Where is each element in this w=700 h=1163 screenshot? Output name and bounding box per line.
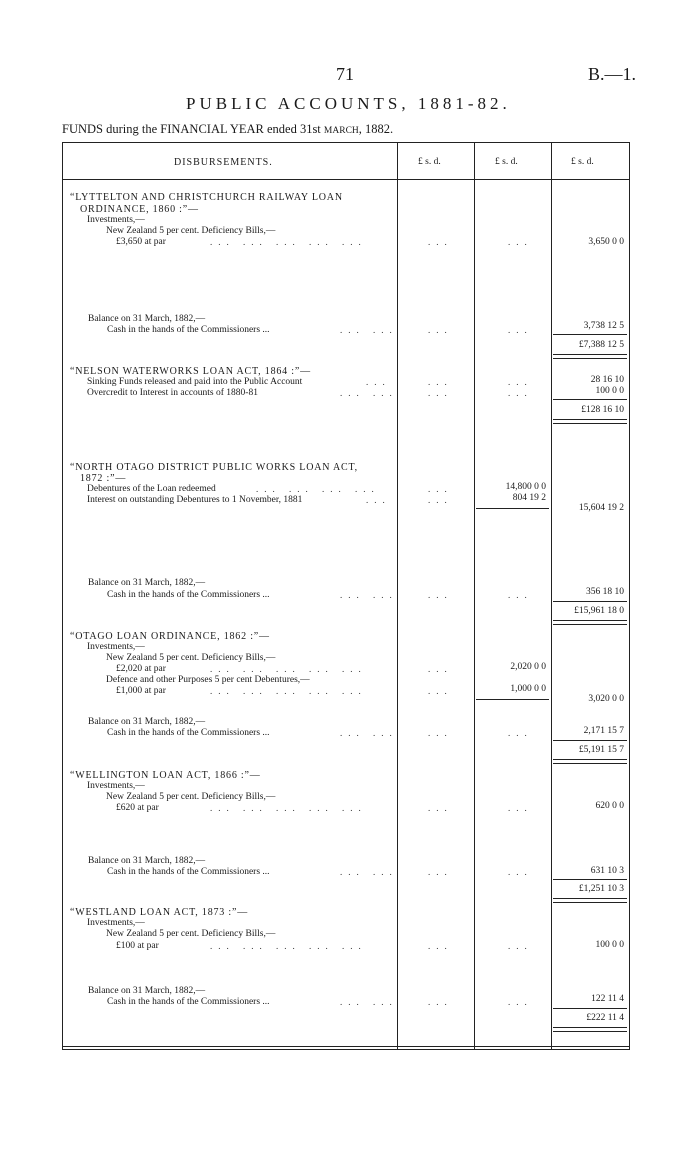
lyttelton-title: “LYTTELTON AND CHRISTCHURCH RAILWAY LOAN	[70, 192, 343, 203]
lyttelton-cash-total: 3,738 12 5	[583, 321, 624, 331]
subtitle	[62, 122, 393, 137]
wellington-item-total: 620 0 0	[595, 801, 624, 811]
otago-balance: Balance on 31 March, 1882,—	[88, 717, 206, 727]
north-otago-total-double-rule	[553, 620, 627, 625]
otago-grand-total: £5,191 15 7	[578, 745, 624, 755]
north-otago-dots-c1b: ...	[428, 495, 453, 505]
otago-dots-c1: ...	[428, 664, 453, 674]
otago-cash-dots-c1: ...	[428, 728, 453, 738]
otago-nz-bills: New Zealand 5 per cent. Deficiency Bills,—	[106, 653, 276, 663]
north-otago-title: “NORTH OTAGO DISTRICT PUBLIC WORKS LOAN ACT,	[70, 462, 358, 473]
wellington-item: £620 at par	[116, 803, 159, 813]
north-otago-sub-rule	[476, 508, 549, 509]
westland-title: “WESTLAND LOAN ACT, 1873 :”—	[70, 907, 249, 918]
north-otago-line-1-leaders: ... ... ... ...	[256, 484, 380, 494]
westland-item-total: 100 0 0	[595, 940, 624, 950]
lyttelton-cash-dots-c1: ...	[428, 325, 453, 335]
north-otago-balance: Balance on 31 March, 1882,—	[88, 578, 206, 588]
wellington-cash-dots-c1: ...	[428, 867, 453, 877]
subtitle-month: MARCH	[323, 126, 359, 136]
otago-item-1: £2,020 at par	[116, 664, 166, 674]
westland-total-double-rule	[553, 1027, 627, 1032]
nelson-dots-c1b: ...	[428, 388, 453, 398]
lyttelton-item-dots-c1: ...	[428, 237, 453, 247]
nelson-value-2: 100 0 0	[595, 386, 624, 396]
westland-cash: Cash in the hands of the Commissioners ...	[107, 997, 270, 1007]
north-otago-line-2: Interest on outstanding Debentures to 1 November, 1881	[87, 495, 303, 505]
nelson-dots-c2: ...	[508, 377, 533, 387]
otago-sub-rule	[476, 699, 549, 700]
otago-dots-c1b: ...	[428, 686, 453, 696]
lyttelton-item: £3,650 at par	[116, 237, 166, 247]
lyttelton-grand-total: £7,388 12 5	[578, 340, 624, 350]
north-otago-cash-leaders: ... ...	[340, 590, 398, 600]
otago-investments: Investments,—	[87, 642, 145, 652]
lyttelton-total-double-rule	[553, 354, 627, 359]
subtitle-suffix: , 1882.	[358, 122, 394, 136]
westland-nz-bills: New Zealand 5 per cent. Deficiency Bills,—	[106, 929, 276, 939]
north-otago-sum-rule	[553, 601, 627, 602]
otago-defence: Defence and other Purposes 5 per cent Debentures,—	[106, 675, 310, 685]
otago-title: “OTAGO LOAN ORDINANCE, 1862 :”—	[70, 631, 270, 642]
table-bottom-rule	[62, 1046, 630, 1047]
north-otago-line-2-leaders: ...	[366, 495, 391, 505]
lyttelton-sum-rule	[553, 334, 627, 335]
lyttelton-cash-dots-c2: ...	[508, 325, 533, 335]
north-otago-line-1: Debentures of the Loan redeemed	[87, 484, 216, 494]
otago-cash-dots-c2: ...	[508, 728, 533, 738]
north-otago-value-1: 14,800 0 0	[505, 482, 546, 492]
wellington-grand-total: £1,251 10 3	[578, 884, 624, 894]
nelson-line-2: Overcredit to Interest in accounts of 1880-81	[87, 388, 258, 398]
westland-dots-c2: ...	[508, 941, 533, 951]
disbursements-header: DISBURSEMENTS.	[174, 157, 273, 168]
lyttelton-balance: Balance on 31 March, 1882,—	[88, 314, 206, 324]
north-otago-cash-dots-c1: ...	[428, 590, 453, 600]
lyttelton-item-dots-c2: ...	[508, 237, 533, 247]
westland-item: £100 at par	[116, 941, 159, 951]
header-rule	[62, 179, 630, 180]
otago-value-2: 1,000 0 0	[510, 684, 546, 694]
nelson-dots-c1: ...	[428, 377, 453, 387]
otago-value-1: 2,020 0 0	[510, 662, 546, 672]
wellington-cash-total: 631 10 3	[590, 866, 624, 876]
col3-header: £ s. d.	[571, 157, 594, 167]
westland-cash-dots-c1: ...	[428, 997, 453, 1007]
wellington-cash-dots-c2: ...	[508, 867, 533, 877]
subtitle-prefix: FUNDS during the FINANCIAL YEAR ended 31st	[62, 122, 324, 136]
westland-cash-dots-c2: ...	[508, 997, 533, 1007]
otago-cash-total: 2,171 15 7	[583, 726, 624, 736]
wellington-balance: Balance on 31 March, 1882,—	[88, 856, 206, 866]
otago-cash-leaders: ... ...	[340, 728, 398, 738]
nelson-total-double-rule	[553, 419, 627, 424]
north-otago-cash: Cash in the hands of the Commissioners ...	[107, 590, 270, 600]
north-otago-dots-c1: ...	[428, 484, 453, 494]
otago-item-2-leaders: ... ... ... ... ...	[210, 686, 367, 696]
otago-subtotal: 3,020 0 0	[588, 694, 624, 704]
north-otago-value-2: 804 19 2	[512, 493, 546, 503]
wellington-cash: Cash in the hands of the Commissioners ...	[107, 867, 270, 877]
wellington-nz-bills: New Zealand 5 per cent. Deficiency Bills,—	[106, 792, 276, 802]
lyttelton-item-total: 3,650 0 0	[588, 237, 624, 247]
wellington-total-double-rule	[553, 898, 627, 903]
nelson-line-2-leaders: ... ...	[340, 388, 398, 398]
wellington-dots-c1: ...	[428, 803, 453, 813]
nelson-dots-c2b: ...	[508, 388, 533, 398]
wellington-sum-rule	[553, 879, 627, 880]
north-otago-grand-total: £15,961 18 0	[574, 606, 624, 616]
north-otago-title-2: 1872 :”—	[80, 473, 127, 484]
col1-header: £ s. d.	[418, 157, 441, 167]
nelson-sum-rule	[553, 399, 627, 400]
lyttelton-nz-bills: New Zealand 5 per cent. Deficiency Bills,—	[106, 226, 276, 236]
page-title: PUBLIC ACCOUNTS, 1881-82.	[186, 94, 511, 113]
table-bottom-rule-2	[62, 1049, 630, 1050]
westland-item-leaders: ... ... ... ... ...	[210, 941, 367, 951]
lyttelton-cash: Cash in the hands of the Commissioners ...	[107, 325, 270, 335]
col2-header: £ s. d.	[495, 157, 518, 167]
otago-total-double-rule	[553, 759, 627, 764]
westland-grand-total: £222 11 4	[586, 1013, 624, 1023]
wellington-cash-leaders: ... ...	[340, 867, 398, 877]
otago-item-1-leaders: ... ... ... ... ...	[210, 664, 367, 674]
westland-cash-total: 122 11 4	[591, 994, 624, 1004]
wellington-item-leaders: ... ... ... ... ...	[210, 803, 367, 813]
wellington-investments: Investments,—	[87, 781, 145, 791]
table-top-rule	[62, 142, 630, 143]
westland-cash-leaders: ... ...	[340, 997, 398, 1007]
westland-dots-c1: ...	[428, 941, 453, 951]
wellington-title: “WELLINGTON LOAN ACT, 1866 :”—	[70, 770, 261, 781]
westland-investments: Investments,—	[87, 918, 145, 928]
document-reference: B.—1.	[588, 64, 637, 84]
col-divider-right	[629, 142, 630, 1049]
col-divider-left	[62, 142, 63, 1049]
north-otago-subtotal: 15,604 19 2	[578, 503, 624, 513]
nelson-title: “NELSON WATERWORKS LOAN ACT, 1864 :”—	[70, 366, 311, 377]
otago-sum-rule	[553, 740, 627, 741]
north-otago-cash-dots-c2: ...	[508, 590, 533, 600]
col-divider-2	[474, 142, 475, 1049]
page-number: 71	[336, 64, 354, 84]
north-otago-cash-total: 356 18 10	[586, 587, 624, 597]
lyttelton-cash-leaders: ... ...	[340, 325, 398, 335]
lyttelton-item-leaders: ... ... ... ... ...	[210, 237, 367, 247]
lyttelton-title-2: ORDINANCE, 1860 :”—	[80, 204, 199, 215]
nelson-value-1: 28 16 10	[590, 375, 624, 385]
otago-item-2: £1,000 at par	[116, 686, 166, 696]
wellington-dots-c2: ...	[508, 803, 533, 813]
col-divider-3	[551, 142, 552, 1049]
nelson-line-1: Sinking Funds released and paid into the Public Account	[87, 377, 303, 387]
lyttelton-investments: Investments,—	[87, 215, 145, 225]
nelson-grand-total: £128 16 10	[581, 405, 624, 415]
westland-balance: Balance on 31 March, 1882,—	[88, 986, 206, 996]
westland-sum-rule	[553, 1008, 627, 1009]
nelson-line-1-leaders: ...	[366, 377, 391, 387]
otago-cash: Cash in the hands of the Commissioners ...	[107, 728, 270, 738]
